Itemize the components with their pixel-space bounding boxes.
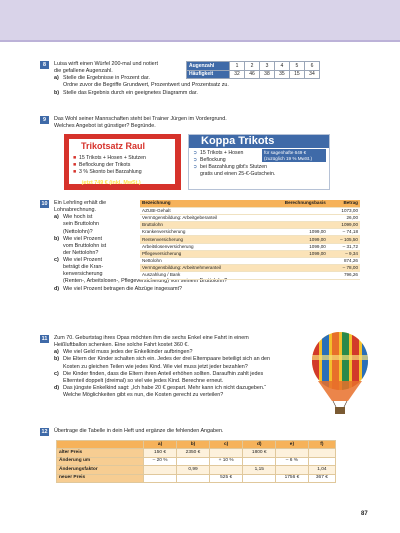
column-header: c) bbox=[209, 441, 243, 449]
table-cell: – 105,50 bbox=[328, 236, 360, 243]
offer-item: 3 % Skonto bei Barzahlung bbox=[79, 168, 142, 175]
exercise-text: Ein Lehrling erhält die bbox=[54, 200, 107, 206]
exercise-10 bbox=[40, 200, 370, 335]
row-header: neuer Preis bbox=[57, 474, 144, 482]
table-cell: – 6 % bbox=[276, 457, 309, 465]
item-text: sein Bruttolohn bbox=[63, 221, 99, 228]
exercise-text: Welches Angebot ist günstiger? Begründe. bbox=[54, 123, 156, 130]
exercise-text: Zum 70. Geburtstag ihres Opas möchten ihm die sechs Enkel eine Fahrt in einem bbox=[54, 335, 249, 341]
table-cell bbox=[243, 457, 276, 465]
table-header: Häufigkeit bbox=[187, 70, 230, 79]
price-change-table bbox=[56, 440, 336, 483]
table-cell: 4 bbox=[274, 62, 289, 71]
table-cell: 1099,00 bbox=[262, 250, 328, 257]
table-cell bbox=[276, 466, 309, 474]
item-label: d) bbox=[54, 285, 60, 292]
item-label: c) bbox=[54, 370, 59, 377]
exercise-9 bbox=[40, 116, 370, 192]
table-cell: 1800 € bbox=[243, 449, 276, 457]
offer-price-tag bbox=[262, 149, 326, 162]
item-text: Die Eltern der Kinder schalten sich ein. Jedes der drei Elternpaare beteiligt sich an den bbox=[63, 356, 271, 363]
exercise-text: Luisa wirft einen Würfel 200-mal und notiert bbox=[54, 61, 158, 67]
item-label: b) bbox=[54, 356, 60, 363]
exercise-number: 9 bbox=[40, 116, 49, 124]
bullet-icon: ■ bbox=[73, 161, 77, 168]
item-text: Welche Möglichkeiten gibt es nun, die Kosten gerecht zu verteilen? bbox=[63, 392, 224, 398]
table-row bbox=[140, 258, 360, 265]
table-cell bbox=[262, 207, 328, 214]
column-header: f) bbox=[308, 441, 335, 449]
column-header: a) bbox=[143, 441, 176, 449]
item-text: kenversicherung bbox=[63, 271, 103, 278]
table-cell bbox=[308, 449, 335, 457]
item-text: (Nettolohn)? bbox=[63, 228, 93, 235]
table-cell: + 10 % bbox=[209, 457, 243, 465]
table-cell: 1 bbox=[230, 62, 245, 71]
column-header: Bezeichnung bbox=[140, 200, 262, 207]
table-cell: 1,04 bbox=[308, 466, 335, 474]
item-text: Stelle das Ergebnis durch ein geeignetes Diagramm dar. bbox=[63, 89, 198, 96]
table-row bbox=[57, 457, 336, 465]
item-text: vom Bruttolohn ist bbox=[63, 242, 107, 249]
table-cell: 35 bbox=[274, 70, 289, 79]
exercise-number: 12 bbox=[41, 429, 48, 435]
table-cell: Rentenversicherung bbox=[140, 236, 262, 243]
page-number: 87 bbox=[361, 511, 368, 517]
table-cell: 150 € bbox=[143, 449, 176, 457]
offer-item: bei Barzahlung gibt's Stutzen bbox=[200, 163, 268, 170]
table-cell: 46 bbox=[244, 70, 259, 79]
arrow-circle-icon: ➲ bbox=[193, 150, 198, 156]
table-cell: 874,26 bbox=[328, 258, 360, 265]
header-band bbox=[0, 0, 400, 40]
table-cell: 1099,00 bbox=[262, 243, 328, 250]
table-cell: 1073,00 bbox=[328, 207, 360, 214]
column-header: e) bbox=[276, 441, 309, 449]
table-cell: 1756 € bbox=[276, 474, 309, 482]
table-cell bbox=[262, 265, 328, 272]
table-cell: 6 bbox=[304, 62, 319, 71]
table-cell: 1099,00 bbox=[262, 236, 328, 243]
table-cell: 2350 € bbox=[177, 449, 210, 457]
dice-frequency-table bbox=[186, 61, 320, 79]
offer-item: 15 Trikots + Hosen bbox=[200, 150, 244, 156]
table-cell: – 20 % bbox=[143, 457, 176, 465]
price-line: für sagenhafte 649 € bbox=[264, 150, 307, 155]
table-cell bbox=[262, 222, 328, 229]
table-cell: AZUBI-Gehalt bbox=[140, 207, 262, 214]
offer-item: Beflockung der Trikots bbox=[79, 161, 131, 168]
table-cell: – 78,00 bbox=[328, 265, 360, 272]
item-text: beträgt die Kran- bbox=[63, 264, 104, 271]
table-cell bbox=[262, 214, 328, 221]
table-row bbox=[140, 207, 360, 214]
table-cell bbox=[209, 466, 243, 474]
table-row bbox=[140, 243, 360, 250]
item-label: b) bbox=[54, 89, 60, 96]
row-header: Änderungsfaktor bbox=[57, 466, 144, 474]
arrow-circle-icon: ➲ bbox=[193, 163, 198, 170]
offer-price: jetzt 749 € (inkl. MwSt.) bbox=[82, 180, 141, 186]
corner-cell bbox=[57, 441, 144, 449]
table-row bbox=[140, 272, 360, 279]
table-row bbox=[140, 236, 360, 243]
exercise-text: Das Wohl seiner Mannschaften steht bei Trainer Jürgen im Vordergrund. bbox=[54, 116, 227, 122]
table-cell: Auszahlung / Bank bbox=[140, 272, 262, 279]
item-text: (Renten-, Arbeitslosen-, Pflegeversicherung) von seinem Bruttolohn? bbox=[63, 278, 228, 285]
exercise-text: Lohnabrechnung. bbox=[54, 207, 96, 214]
table-cell bbox=[262, 258, 328, 265]
table-cell bbox=[143, 474, 176, 482]
table-row bbox=[140, 265, 360, 272]
table-cell: 1099,00 bbox=[328, 222, 360, 229]
offer-title: Koppa Trikots bbox=[189, 135, 329, 148]
table-cell: 3 bbox=[259, 62, 274, 71]
table-row bbox=[57, 466, 336, 474]
header-divider bbox=[0, 40, 400, 42]
table-cell: 34 bbox=[304, 70, 319, 79]
table-cell: Bruttolohn bbox=[140, 222, 262, 229]
exercise-12 bbox=[40, 428, 370, 498]
table-cell: – 9,34 bbox=[328, 250, 360, 257]
table-cell: 1099,00 bbox=[262, 229, 328, 236]
column-header: Berechnungsbasis bbox=[262, 200, 328, 207]
table-row bbox=[140, 229, 360, 236]
table-cell: 5 bbox=[289, 62, 304, 71]
table-cell: Nettolohn bbox=[140, 258, 262, 265]
item-text: Ordne zuvor die Begriffe Grundwert, Prozentwert und Prozentsatz zu. bbox=[63, 82, 229, 89]
table-header-row bbox=[57, 441, 336, 449]
bullet-icon: ■ bbox=[73, 168, 77, 175]
table-cell: 1,15 bbox=[243, 466, 276, 474]
item-text: Die Kinder finden, dass die Eltern ihren Anteil erhöhen sollten. Daraufhin zahlt jedes bbox=[63, 370, 264, 377]
column-header: b) bbox=[177, 441, 210, 449]
item-text: Wie viel Prozent bbox=[63, 257, 102, 263]
item-text: Stelle die Ergebnisse in Prozent dar. bbox=[63, 75, 150, 82]
table-cell: 38 bbox=[259, 70, 274, 79]
item-label: c) bbox=[54, 257, 59, 263]
table-cell: Pflegeversicherung bbox=[140, 250, 262, 257]
payslip-table bbox=[140, 200, 360, 280]
column-header: Betrag bbox=[328, 200, 360, 207]
item-label: a) bbox=[54, 349, 59, 356]
table-cell: Krankenversicherung bbox=[140, 229, 262, 236]
item-label: d) bbox=[54, 384, 60, 391]
exercise-8 bbox=[40, 61, 370, 109]
table-cell: 32 bbox=[230, 70, 245, 79]
exercise-text: Übertrage die Tabelle in dein Heft und ergänze die fehlenden Angaben. bbox=[54, 428, 224, 434]
table-cell: – 74,18 bbox=[328, 229, 360, 236]
table-row bbox=[187, 62, 320, 71]
table-cell bbox=[177, 474, 210, 482]
table-cell: 0,99 bbox=[177, 466, 210, 474]
table-cell: 15 bbox=[289, 70, 304, 79]
table-cell bbox=[276, 449, 309, 457]
item-text: Elternteil doppelt (dreimal) so viel wie jedes Kind. Berechne erneut. bbox=[63, 377, 224, 384]
table-row bbox=[140, 222, 360, 229]
item-text: Wie viel Geld muss jedes der Enkelkinder aufbringen? bbox=[63, 349, 193, 356]
exercise-number: 8 bbox=[40, 61, 49, 69]
table-cell: Vermögensbildung: Arbeitgeberanteil bbox=[140, 214, 262, 221]
exercise-number: 10 bbox=[41, 201, 48, 207]
table-cell: 525 € bbox=[209, 474, 243, 482]
bullet-icon: ■ bbox=[73, 154, 77, 161]
exercise-11 bbox=[40, 335, 370, 417]
item-text: Das jüngste Enkelkind sagt: „Ich habe 20 € gespart. Mehr kann ich nicht dazugeben.“ bbox=[63, 384, 267, 391]
table-row bbox=[140, 250, 360, 257]
table-header: Augenzahl bbox=[187, 62, 230, 71]
item-text: Wie hoch ist bbox=[63, 214, 93, 221]
item-label: a) bbox=[54, 75, 59, 82]
table-cell bbox=[243, 474, 276, 482]
offer-title: Trikotsatz Raul bbox=[81, 141, 146, 151]
table-row bbox=[140, 214, 360, 221]
column-header: d) bbox=[243, 441, 276, 449]
row-header: Änderung um bbox=[57, 457, 144, 465]
offer-raul bbox=[64, 134, 181, 190]
table-row bbox=[187, 70, 320, 79]
table-cell: 367 € bbox=[308, 474, 335, 482]
table-cell: Arbeitslosenversicherung bbox=[140, 243, 262, 250]
table-cell bbox=[143, 466, 176, 474]
exercise-text: die gefallene Augenzahl. bbox=[54, 68, 113, 75]
table-cell: – 31,72 bbox=[328, 243, 360, 250]
table-cell bbox=[209, 449, 243, 457]
table-cell: 2 bbox=[244, 62, 259, 71]
item-text: Wie viel Prozent betragen die Abzüge insgesamt? bbox=[63, 285, 182, 292]
table-cell bbox=[177, 457, 210, 465]
table-cell: 796,26 bbox=[328, 272, 360, 279]
table-cell: Vermögensbildung: Arbeitnehmeranteil bbox=[140, 265, 262, 272]
table-row bbox=[57, 449, 336, 457]
item-label: b) bbox=[54, 235, 60, 242]
hot-air-balloon-image bbox=[308, 331, 372, 417]
offer-item: Beflockung bbox=[200, 156, 226, 163]
table-header-row bbox=[140, 200, 360, 207]
exercise-text: Heißluftballon schenken. Eine solche Fahrt kostet 360 €. bbox=[54, 342, 189, 349]
table-cell: 26,00 bbox=[328, 214, 360, 221]
table-cell bbox=[308, 457, 335, 465]
offer-item: 15 Trikots + Hosen + Stutzen bbox=[79, 154, 146, 161]
item-text: der Nettolohn? bbox=[63, 249, 99, 256]
item-text: Wie viel Prozent bbox=[63, 235, 102, 242]
item-text: Kosten zu gleichen Teilen wie jedes Kind. Wie viel muss jetzt jeder bezahlen? bbox=[63, 363, 248, 370]
offer-item: gratis und einen 25-€-Gutschein. bbox=[200, 170, 276, 177]
exercise-number: 11 bbox=[41, 336, 48, 342]
item-label: a) bbox=[54, 214, 59, 221]
table-cell bbox=[262, 272, 328, 279]
row-header: alter Preis bbox=[57, 449, 144, 457]
price-note: (zuzüglich 19 % MwSt.) bbox=[264, 155, 312, 161]
table-row bbox=[57, 474, 336, 482]
offer-koppa bbox=[188, 134, 330, 190]
arrow-circle-icon: ➲ bbox=[193, 156, 198, 163]
